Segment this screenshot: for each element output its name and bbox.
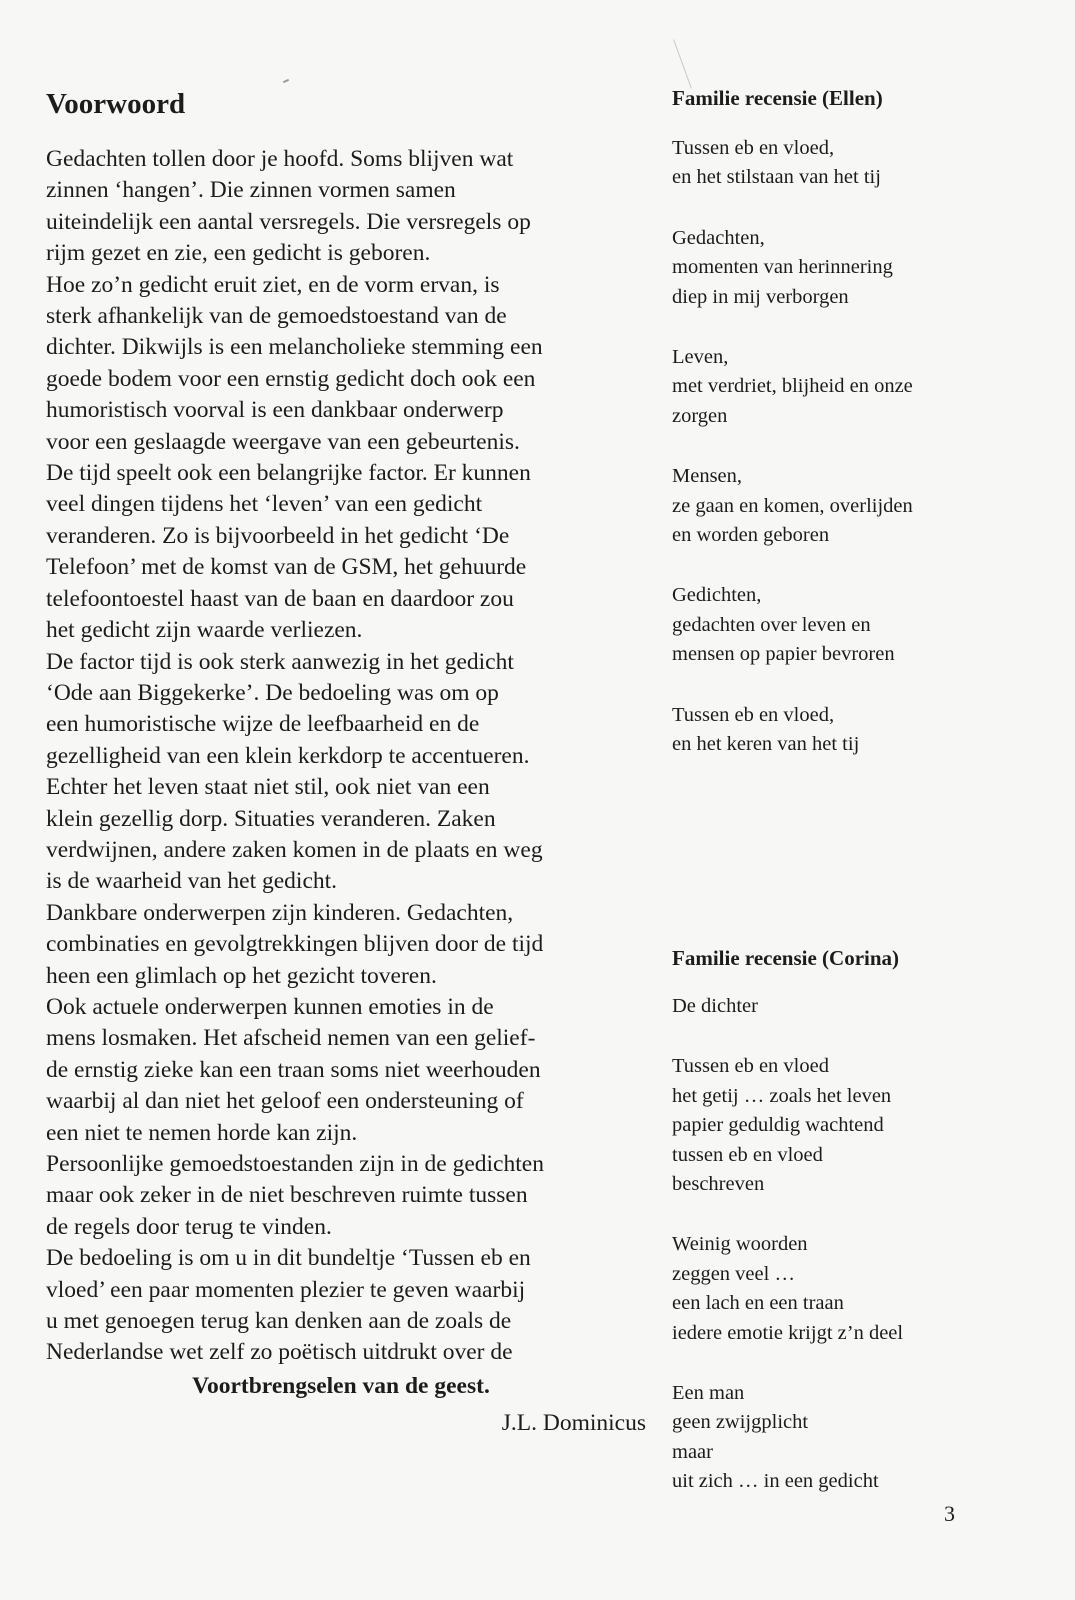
voorwoord-line: u met genoegen terug kan denken aan de zoals de [46,1308,512,1335]
voorwoord-line: sterk afhankelijk van de gemoedstoestand van de [46,303,507,330]
voorwoord-line: gezelligheid van een klein kerkdorp te accentueren. [46,742,530,769]
voorwoord-line: het gedicht zijn waarde verliezen. [46,617,363,644]
recensie-corina-line: tussen eb en vloed [672,1143,823,1166]
voorwoord-line: Nederlandse wet zelf zo poëtisch uitdrukt over de [46,1339,513,1366]
recensie-ellen-line: Leven, [672,346,729,369]
voorwoord-line: mens losmaken. Het afscheid nemen van een gelief- [46,1025,536,1052]
voorwoord-line: goede bodem voor een ernstig gedicht doch ook een [46,365,536,392]
voorwoord-closing: Voortbrengselen van de geest. [192,1372,490,1399]
recensie-corina-line: beschreven [672,1173,765,1196]
voorwoord-line: een niet te nemen horde kan zijn. [46,1119,358,1146]
recensie-ellen-stanza [672,224,1002,312]
voorwoord-line: uiteindelijk een aantal versregels. Die versregels op [46,208,531,235]
voorwoord-line: rijm gezet en zie, een gedicht is geboren. [46,240,431,267]
recensie-ellen-stanza [672,343,1002,431]
recensie-ellen-stanza [672,701,1002,760]
voorwoord-line: vloed’ een paar momenten plezier te geven waarbij [46,1276,526,1303]
voorwoord-line: veel dingen tijdens het ‘leven’ van een gedicht [46,491,483,518]
voorwoord-line: verdwijnen, andere zaken komen in de plaats en weg [46,836,543,863]
recensie-corina-line: De dichter [672,995,758,1017]
recensie-ellen-line: en het stilstaan van het tij [672,166,881,189]
voorwoord-title: Voorwoord [46,88,186,120]
recensie-corina-line: Tussen eb en vloed [672,1055,829,1078]
recensie-ellen-line: gedachten over leven en [672,613,871,636]
voorwoord-line: combinaties en gevolgtrekkingen blijven door de tijd [46,931,544,958]
voorwoord-line: voor een geslaagde weergave van een gebeurtenis. [46,428,520,455]
recensie-ellen-line: zorgen [672,404,728,427]
recensie-corina-stanza [672,992,1002,1021]
voorwoord-line: humoristisch voorval is een dankbaar onderwerp [46,397,504,424]
recensie-ellen-line: en het keren van het tij [672,733,860,756]
voorwoord-line: zinnen ‘hangen’. Die zinnen vormen samen [46,177,456,204]
recensie-ellen-line: Tussen eb en vloed, [672,137,835,159]
voorwoord-line: een humoristische wijze de leefbaarheid en de [46,711,480,738]
voorwoord-line: ‘Ode aan Biggekerke’. De bedoeling was om op [46,679,499,706]
voorwoord-line: Echter het leven staat niet stil, ook niet van een [46,774,490,801]
voorwoord-body [46,144,646,1369]
recensie-corina-line: geen zwijgplicht [672,1411,809,1434]
page-number: 3 [944,1501,955,1526]
scan-mark [673,39,692,88]
voorwoord-line: Gedachten tollen door je hoofd. Soms blijven wat [46,146,514,172]
recensie-corina-line: het getij … zoals het leven [672,1084,892,1107]
recensie-corina-title: Familie recensie (Corina) [672,946,900,970]
voorwoord-line: Persoonlijke gemoedstoestanden zijn in de gedichten [46,1151,544,1177]
recensie-ellen-stanza [672,134,1002,193]
voorwoord-line: Telefoon’ met de komst van de GSM, het gehuurde [46,554,527,581]
recensie-ellen-line: Gedichten, [672,584,762,607]
voorwoord-line: de ernstig zieke kan een traan soms niet weerhouden [46,1056,541,1083]
recensie-ellen-poem [672,134,1002,760]
recensie-corina-line: iedere emotie krijgt z’n deel [672,1321,904,1344]
recensie-corina-poem [672,992,1002,1497]
recensie-corina-stanza [672,1379,1002,1497]
recensie-ellen-line: mensen op papier bevroren [672,643,895,666]
recensie-ellen-line: diep in mij verborgen [672,285,849,308]
voorwoord-line: De tijd speelt ook een belangrijke factor. Er kunnen [46,460,531,487]
voorwoord-line: maar ook zeker in de niet beschreven ruimte tussen [46,1182,528,1209]
voorwoord-line: Hoe zo’n gedicht eruit ziet, en de vorm ervan, is [46,271,500,298]
recensie-ellen-line: Mensen, [672,465,743,488]
voorwoord-line: heen een glimlach op het gezicht toveren. [46,962,437,989]
voorwoord-line: dichter. Dikwijls is een melancholieke stemming een [46,334,543,361]
recensie-corina-line: maar [672,1440,713,1463]
voorwoord-line: Dankbare onderwerpen zijn kinderen. Gedachten, [46,899,514,926]
recensie-corina-stanza [672,1052,1002,1199]
recensie-ellen-line: ze gaan en komen, overlijden [672,494,913,517]
voorwoord-line: klein gezellig dorp. Situaties veranderen. Zaken [46,805,496,832]
recensie-ellen-line: met verdriet, blijheid en onze [672,375,913,398]
voorwoord-line: Ook actuele onderwerpen kunnen emoties in de [46,993,494,1020]
recensie-ellen-line: Tussen eb en vloed, [672,703,835,726]
recensie-ellen-stanza [672,581,1002,669]
recensie-corina-line: Een man [672,1382,745,1405]
recensie-ellen-stanza [672,462,1002,550]
scan-mark [283,79,289,83]
recensie-ellen-line: Gedachten, [672,226,765,249]
voorwoord-line: waarbij al dan niet het geloof een ondersteuning of [46,1088,524,1115]
recensie-corina-line: een lach en een traan [672,1292,844,1315]
recensie-ellen-section [672,84,1002,791]
voorwoord-signature: J.L. Dominicus [501,1410,646,1437]
recensie-ellen-line: momenten van herinnering [672,256,893,279]
recensie-corina-line: uit zich … in een gedicht [672,1470,879,1493]
recensie-ellen-line: en worden geboren [672,524,830,547]
recensie-corina-line: papier geduldig wachtend [672,1114,884,1137]
voorwoord-line: telefoontoestel haast van de baan en daardoor zou [46,585,514,612]
recensie-corina-stanza [672,1230,1002,1348]
recensie-corina-section [672,944,1002,1528]
voorwoord-line: is de waarheid van het gedicht. [46,868,338,895]
voorwoord-line: de regels door terug te vinden. [46,1213,332,1240]
recensie-ellen-title: Familie recensie (Ellen) [672,86,883,110]
voorwoord-line: De bedoeling is om u in dit bundeltje ‘Tussen eb en [46,1245,531,1272]
voorwoord-line: De factor tijd is ook sterk aanwezig in het gedicht [46,648,514,675]
voorwoord-section [46,86,646,1440]
recensie-corina-line: Weinig woorden [672,1233,808,1256]
voorwoord-line: veranderen. Zo is bijvoorbeeld in het gedicht ‘De [46,522,510,549]
recensie-corina-line: zeggen veel … [672,1262,795,1285]
